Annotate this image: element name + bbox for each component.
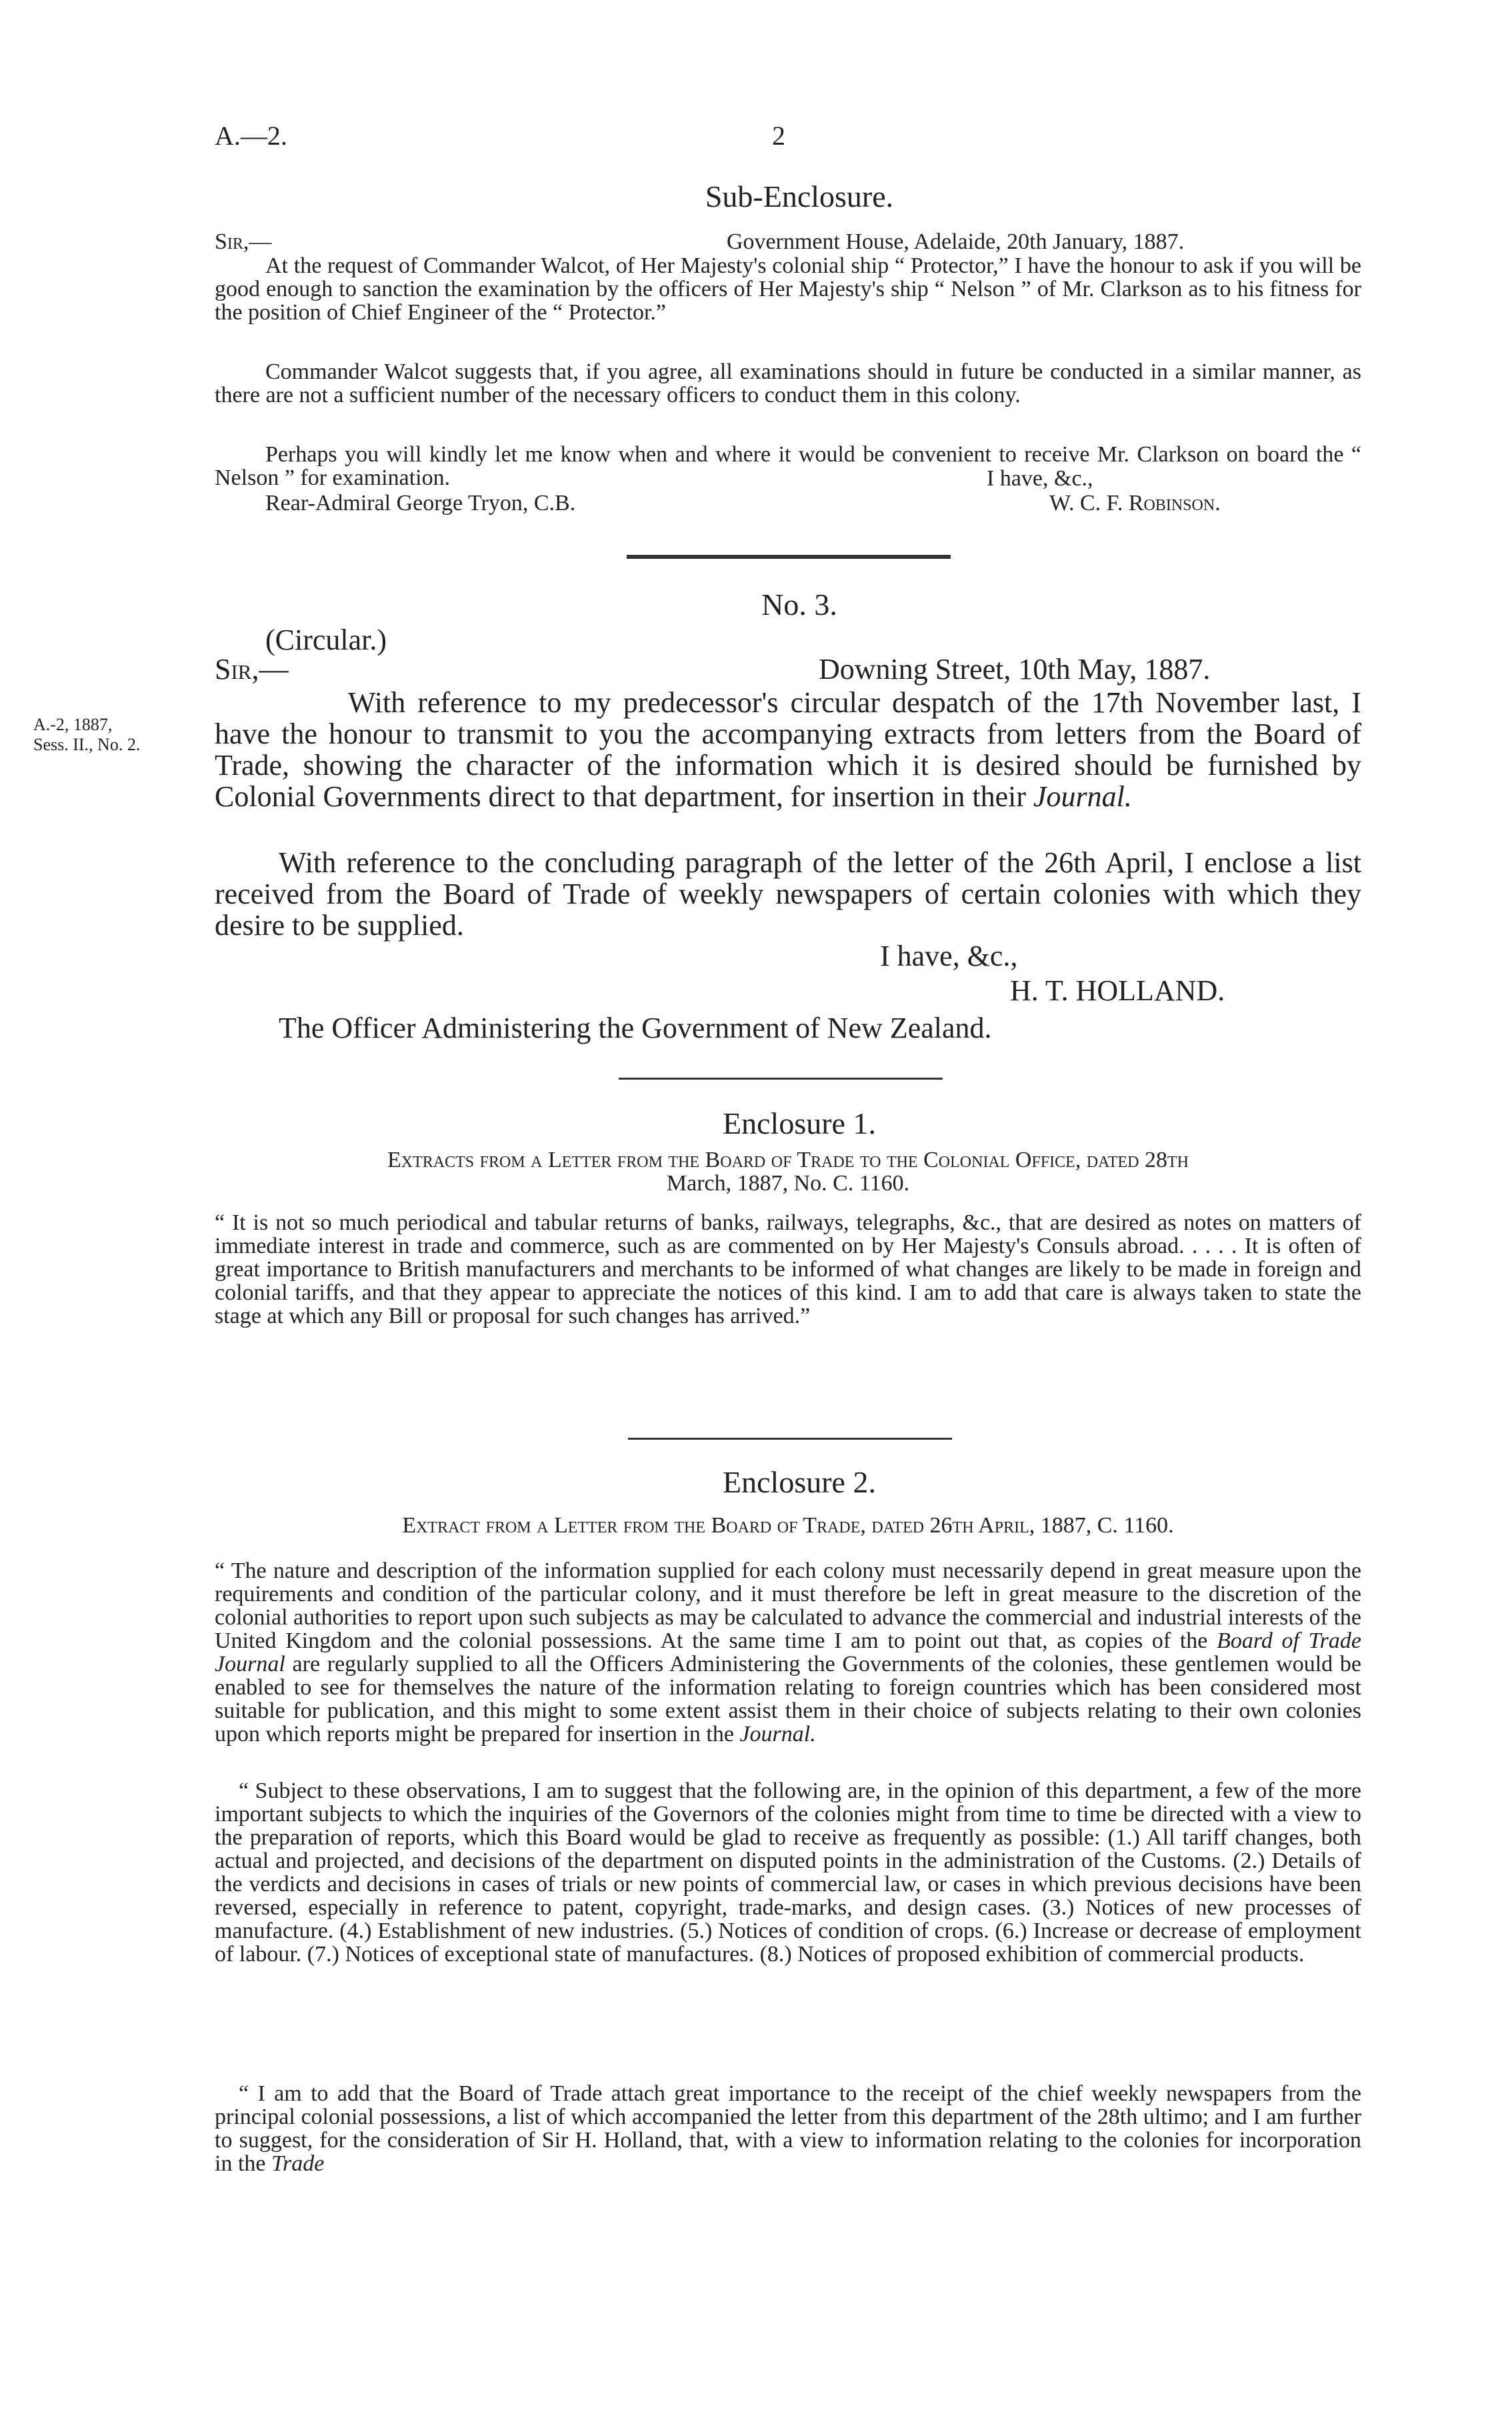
sub-enclosure-paragraph-2: Commander Walcot suggests that, if you agree, all examinations should in future be conducted in a similar manner, as there are not a sufficient number of the necessary officers to conduct them in this colony. (215, 359, 1361, 407)
enclosure1-title: Enclosure 1. (723, 1106, 876, 1140)
enclosure2-title: Enclosure 2. (723, 1465, 876, 1499)
no3-place-date: Downing Street, 10th May, 1887. (819, 653, 1211, 686)
enclosure1-heading (215, 1148, 1361, 1195)
sub-enclosure-title: Sub-Enclosure. (705, 179, 894, 213)
journal-italic: Journal. (739, 1722, 816, 1746)
enclosure1-heading-line-2: March, 1887, No. C. 1160. (666, 1171, 910, 1196)
margin-reference (33, 715, 140, 755)
no3-addressee: The Officer Administering the Government of New Zealand. (279, 1012, 992, 1044)
no3-closing: I have, &c., (880, 940, 1018, 972)
no3-salutation (215, 654, 288, 685)
enclosure1-heading-line-1: Extracts from a Letter from the Board of Trade to the Colonial Office, dated 28th (387, 1148, 1189, 1172)
no3-signature: H. T. HOLLAND. (1010, 974, 1225, 1007)
enclosure2-paragraph-1a: “ The nature and description of the information supplied for each colony must necessarily depend in great measure upon the requirements and condition of the particular colony, and it must therefore be left in great measure to the discretion of the colonial authorities to report upon such subjects as may be calculated to advance the commercial and industrial interests of the United Kingdom and the colonial possessions. At the same time I am to point out that, as copies of the (215, 1558, 1361, 1653)
journal-italic: Journal. (1033, 780, 1132, 813)
enclosure2-paragraph-3-text: “ I am to add that the Board of Trade attach great importance to the receipt of the chief weekly newspapers from the principal colonial possessions, a list of which accompanied the letter from this department of the 28th ultimo; and I am further to suggest, for the consideration of Sir H. Holland, that, with a view to information relating to the colonies for incorporation in the (215, 2081, 1361, 2176)
document-reference: A.—2. (215, 121, 287, 151)
salutation-text: Sir,— (215, 229, 272, 254)
section-divider (627, 555, 951, 559)
sub-enclosure-signature: W. C. F. Robinson. (1049, 491, 1221, 515)
no3-circular: (Circular.) (265, 624, 387, 656)
enclosure2-paragraph-2: “ Subject to these observations, I am to suggest that the following are, in the opinion of this department, a few of the more important subjects to which the inquiries of the Governors of the colonies might from time to time be directed with a view to the preparation of reports, which this Board would be glad to receive as frequently as possible: (1.) All tariff changes, both actual and projected, and decisions of the department on disputed points in the administration of the Customs. (2.) Details of the verdicts and decisions in cases of trials or new points of commercial law, or cases in which previous decisions have been reversed, especially in reference to patent, copyright, trade-marks, and design cases. (3.) Notices of new processes of manufacture. (4.) Establishment of new industries. (5.) Notices of condition of crops. (6.) Increase or decrease of employment of labour. (7.) Notices of exceptional state of manufactures. (8.) Notices of proposed exhibition of commercial products. (215, 1778, 1361, 1967)
sub-enclosure-salutation (215, 230, 271, 253)
margin-reference-line-1: A.-2, 1887, (33, 715, 113, 734)
no3-paragraph-1-text: With reference to my predecessor's circular despatch of the 17th November last, I have the honour to transmit to you the accompanying extracts from letters from the Board of Trade, showing the character of the information which it is desired should be furnished by Colonial Governments direct to that department, for insertion in their (215, 686, 1361, 813)
no3-title: No. 3. (761, 587, 837, 622)
enclosure2-paragraph-1 (215, 1559, 1361, 1746)
section-divider (619, 1078, 943, 1080)
enclosure2-heading: Extract from a Letter from the Board of Trade, dated 26th April, 1887, C. 1160. (402, 1513, 1174, 1538)
salutation-text: Sir,— (215, 653, 289, 686)
enclosure2-paragraph-3 (215, 2082, 1361, 2175)
page-number: 2 (772, 121, 785, 151)
no3-paragraph-1 (215, 687, 1361, 812)
sub-enclosure-closing: I have, &c., (987, 466, 1093, 491)
enclosure1-body: “ It is not so much periodical and tabular returns of banks, railways, telegraphs, &c., that are desired as notes on matters of immediate interest in trade and commerce, such as are commented on by Her Majesty's Consuls abroad. . . . . It is often of great importance to British manufacturers and merchants to be informed of what changes are likely to be made in foreign and colonial tariffs, and that they appear to appreciate the notices of this kind. I am to add that care is always taken to state the stage at which any Bill or proposal for such changes has arrived.” (215, 1210, 1361, 1328)
trade-italic: Trade (271, 2151, 325, 2176)
sub-enclosure-addressee: Rear-Admiral George Tryon, C.B. (265, 491, 576, 515)
sub-enclosure-paragraph-3: Perhaps you will kindly let me know when and where it would be convenient to receive Mr. Clarkson on board the “ Nelson ” for examination. (215, 442, 1361, 490)
sub-enclosure-place-date: Government House, Adelaide, 20th January, 1887. (727, 229, 1185, 254)
margin-reference-line-2: Sess. II., No. 2. (33, 735, 141, 754)
sub-enclosure-paragraph-1: At the request of Commander Walcot, of Her Majesty's colonial ship “ Protector,” I have the honour to ask if you will be good enough to sanction the examination by the officers of Her Majesty's ship “ Nelson ” of Mr. Clarkson as to his fitness for the position of Chief Engineer of the “ Protector.” (215, 253, 1361, 325)
section-divider (628, 1438, 952, 1440)
no3-paragraph-2: With reference to the concluding paragraph of the letter of the 26th April, I enclose a list received from the Board of Trade of weekly newspapers of certain colonies with which they desire to be supplied. (215, 846, 1361, 942)
board-of-trade-journal-italic: Board of Trade Journal (215, 1628, 1361, 1676)
enclosure2-paragraph-1b: are regularly supplied to all the Officers Administering the Governments of the colonies, these gentlemen would be enabled to see for themselves the nature of the information relating to foreign countries which has been considered most suitable for publication, and this might to some extent assist them in their choice of subjects relating to their own colonies upon which reports might be prepared for insertion in the (215, 1652, 1362, 1746)
